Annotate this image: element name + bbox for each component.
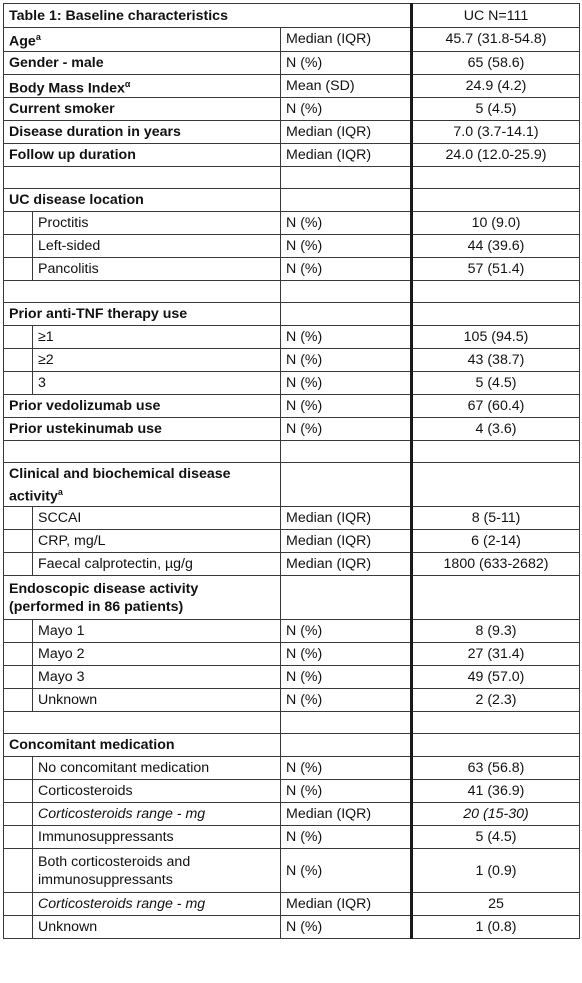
- table-row: [4, 51, 580, 74]
- row-stat: Median (IQR): [281, 893, 412, 916]
- table-title: Table 1: Baseline characteristics: [4, 4, 412, 28]
- row-stat: N (%): [281, 666, 412, 689]
- table-row: [4, 643, 580, 666]
- table-row: [4, 780, 580, 803]
- table-row: [4, 507, 580, 530]
- row-stat: N (%): [281, 326, 412, 349]
- row-label: Corticosteroids: [33, 780, 281, 803]
- table-row: [4, 893, 580, 916]
- baseline-characteristics-table: [3, 3, 580, 939]
- row-stat: N (%): [281, 372, 412, 395]
- row-stat: N (%): [281, 849, 412, 893]
- row-label: No concomitant medication: [33, 757, 281, 780]
- table-row: [4, 553, 580, 576]
- row-stat: N (%): [281, 258, 412, 281]
- row-stat: N (%): [281, 235, 412, 258]
- row-value: 8 (5-11): [412, 507, 580, 530]
- group-header: UC N=111: [412, 4, 580, 28]
- row-stat: Median (IQR): [281, 530, 412, 553]
- row-label: 3: [33, 372, 281, 395]
- row-value: 2 (2.3): [412, 689, 580, 712]
- table-row: [4, 258, 580, 281]
- table-row: [4, 144, 580, 167]
- row-label: Corticosteroids range - mg: [33, 893, 281, 916]
- row-label: SCCAI: [33, 507, 281, 530]
- row-value: 49 (57.0): [412, 666, 580, 689]
- row-label: Pancolitis: [33, 258, 281, 281]
- row-stat: N (%): [281, 98, 412, 121]
- row-label: ≥2: [33, 349, 281, 372]
- table-row: [4, 803, 580, 826]
- row-label: Mayo 1: [33, 620, 281, 643]
- table-row: [4, 395, 580, 418]
- spacer-row: [4, 441, 580, 463]
- table-row: [4, 666, 580, 689]
- row-value: 4 (3.6): [412, 418, 580, 441]
- row-value: 65 (58.6): [412, 51, 580, 74]
- spacer-row: [4, 281, 580, 303]
- row-value: 57 (51.4): [412, 258, 580, 281]
- section-heading-row: [4, 189, 580, 212]
- row-value: 1 (0.9): [412, 849, 580, 893]
- table-row: [4, 121, 580, 144]
- row-label: Unknown: [33, 689, 281, 712]
- row-label: Body Mass Index$^\alpha$: [4, 74, 281, 98]
- spacer-row: [4, 712, 580, 734]
- table-row: [4, 916, 580, 939]
- row-label: Current smoker: [4, 98, 281, 121]
- row-value: 10 (9.0): [412, 212, 580, 235]
- row-label: Gender - male: [4, 51, 281, 74]
- table-row: [4, 74, 580, 98]
- table-row: [4, 757, 580, 780]
- table-header-row: [4, 4, 580, 28]
- row-stat: N (%): [281, 826, 412, 849]
- row-value: 27 (31.4): [412, 643, 580, 666]
- row-label: Disease duration in years: [4, 121, 281, 144]
- row-value: 105 (94.5): [412, 326, 580, 349]
- row-value: 6 (2-14): [412, 530, 580, 553]
- row-label: Left-sided: [33, 235, 281, 258]
- row-value: 45.7 (31.8-54.8): [412, 28, 580, 52]
- row-value: 67 (60.4): [412, 395, 580, 418]
- row-stat: N (%): [281, 689, 412, 712]
- row-stat: N (%): [281, 418, 412, 441]
- row-stat: Median (IQR): [281, 144, 412, 167]
- section-title: Concomitant medication: [4, 734, 281, 757]
- row-value: 24.0 (12.0-25.9): [412, 144, 580, 167]
- row-value: 1800 (633-2682): [412, 553, 580, 576]
- row-label: Immunosuppressants: [33, 826, 281, 849]
- section-title: UC disease location: [4, 189, 281, 212]
- row-stat: Median (IQR): [281, 121, 412, 144]
- row-label: Prior ustekinumab use: [4, 418, 281, 441]
- table-row: [4, 372, 580, 395]
- row-value: 5 (4.5): [412, 826, 580, 849]
- table-row: [4, 98, 580, 121]
- row-stat: Median (IQR): [281, 507, 412, 530]
- row-label: Unknown: [33, 916, 281, 939]
- section-heading-row: [4, 303, 580, 326]
- section-heading-row: [4, 463, 580, 507]
- table-row: [4, 530, 580, 553]
- row-stat: Median (IQR): [281, 803, 412, 826]
- row-value: 5 (4.5): [412, 98, 580, 121]
- row-value: 7.0 (3.7-14.1): [412, 121, 580, 144]
- table-row: [4, 212, 580, 235]
- section-heading-row: [4, 734, 580, 757]
- row-label: Mayo 2: [33, 643, 281, 666]
- row-label: Faecal calprotectin, µg/g: [33, 553, 281, 576]
- row-stat: N (%): [281, 916, 412, 939]
- table-row: [4, 418, 580, 441]
- row-value: 41 (36.9): [412, 780, 580, 803]
- row-value: 8 (9.3): [412, 620, 580, 643]
- table-row: [4, 826, 580, 849]
- table-row: [4, 235, 580, 258]
- table-row: [4, 349, 580, 372]
- row-value: 20 (15-30): [412, 803, 580, 826]
- table-row: [4, 689, 580, 712]
- row-stat: N (%): [281, 51, 412, 74]
- row-value: 43 (38.7): [412, 349, 580, 372]
- row-label: Prior vedolizumab use: [4, 395, 281, 418]
- row-label: Proctitis: [33, 212, 281, 235]
- section-title: Endoscopic disease activity (performed in 86 patients): [4, 576, 281, 620]
- row-stat: N (%): [281, 395, 412, 418]
- table-row: [4, 326, 580, 349]
- row-label: Corticosteroids range - mg: [33, 803, 281, 826]
- row-stat: N (%): [281, 643, 412, 666]
- row-stat: N (%): [281, 780, 412, 803]
- row-value: 44 (39.6): [412, 235, 580, 258]
- row-value: 25: [412, 893, 580, 916]
- row-value: 24.9 (4.2): [412, 74, 580, 98]
- row-stat: N (%): [281, 620, 412, 643]
- row-label: CRP, mg/L: [33, 530, 281, 553]
- row-value: 63 (56.8): [412, 757, 580, 780]
- section-title: Prior anti-TNF therapy use: [4, 303, 281, 326]
- row-stat: N (%): [281, 212, 412, 235]
- table-row: [4, 28, 580, 52]
- section-title: Clinical and biochemical disease activity$^a$: [4, 463, 281, 507]
- table-row: [4, 849, 580, 893]
- row-label: Follow up duration: [4, 144, 281, 167]
- section-heading-row: [4, 576, 580, 620]
- row-value: 1 (0.8): [412, 916, 580, 939]
- row-stat: Mean (SD): [281, 74, 412, 98]
- row-value: 5 (4.5): [412, 372, 580, 395]
- row-label: Age$^a$: [4, 28, 281, 52]
- row-stat: Median (IQR): [281, 553, 412, 576]
- row-stat: Median (IQR): [281, 28, 412, 52]
- table-row: [4, 620, 580, 643]
- spacer-row: [4, 167, 580, 189]
- row-label: ≥1: [33, 326, 281, 349]
- row-stat: N (%): [281, 349, 412, 372]
- row-label: Mayo 3: [33, 666, 281, 689]
- row-label: Both corticosteroids and immunosuppressants: [33, 849, 281, 893]
- row-stat: N (%): [281, 757, 412, 780]
